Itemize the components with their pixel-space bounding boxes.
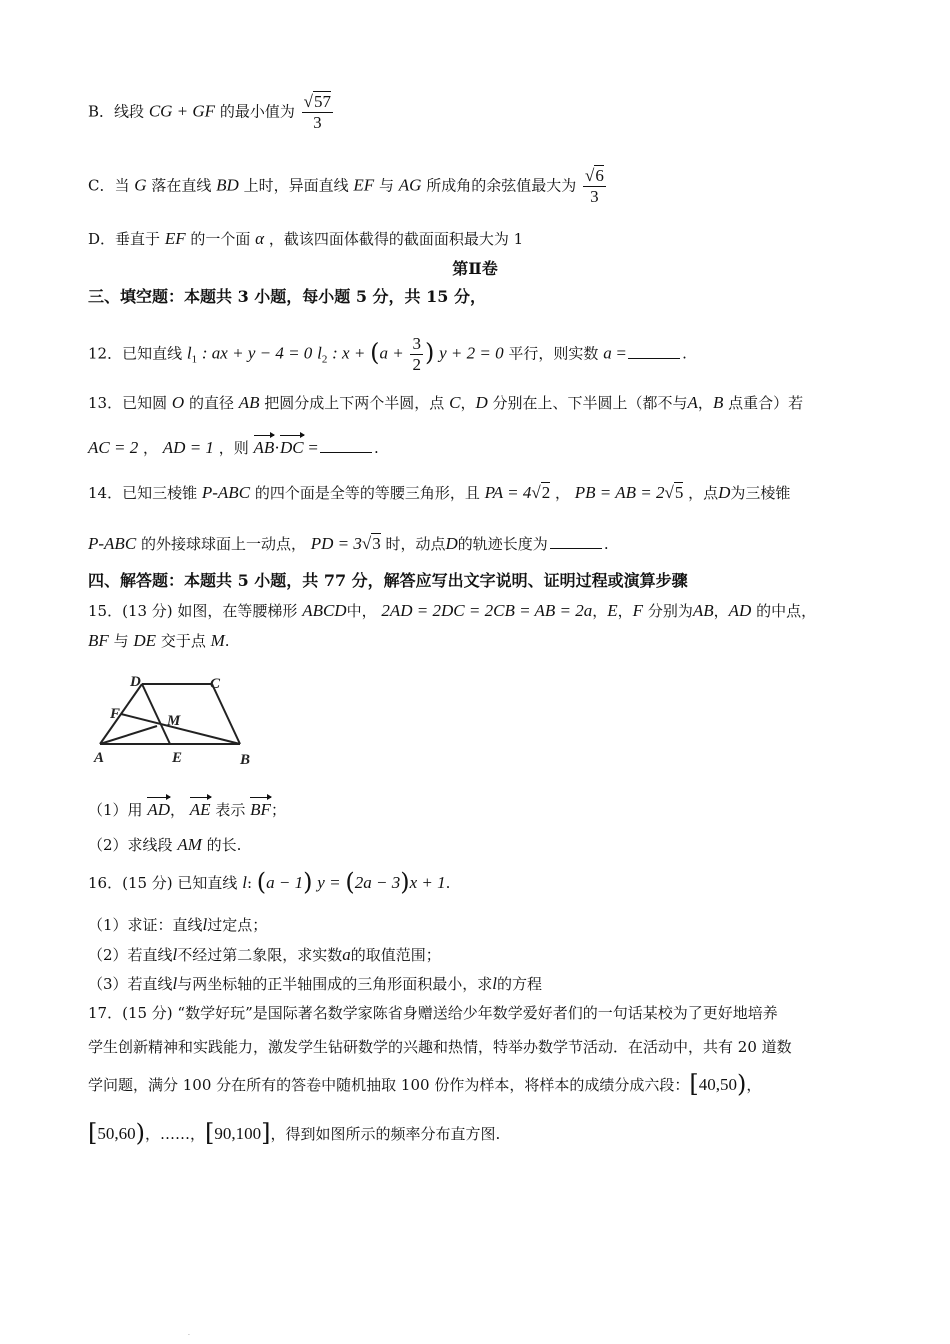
option-c-den: 3 <box>590 187 599 206</box>
q13-answer-blank[interactable] <box>320 438 372 453</box>
question-13-line1: 13．已知圆 O 的直径 AB 把圆分成上下两个半圆，点 C，D 分别在上、下半圆上（都不与A，B 点重合）若 <box>88 393 804 412</box>
edge-cb <box>212 684 240 744</box>
q12-l2: l <box>317 343 322 363</box>
q15-f: F <box>632 601 644 620</box>
q13-stem: 13．已知圆 <box>88 394 168 412</box>
option-d-alpha: α <box>255 229 265 248</box>
q16-p3-mid: 与两坐标轴的正半轴围成的三角形面积最小，求 <box>177 975 493 993</box>
q15-vector-bf: BF <box>250 795 271 821</box>
q12-a: a <box>603 343 612 363</box>
section-4-heading: 四、解答题：本题共 5 小题，共 77 分，解答应写出文字说明、证明过程或演算步骤 <box>88 571 688 590</box>
q15-e: E <box>607 601 618 620</box>
q15-m: M <box>210 631 225 650</box>
option-c-g: G <box>134 175 147 195</box>
question-16-part1 <box>88 914 267 936</box>
label-a: A <box>94 750 105 766</box>
q17-interval-1: 40,50 <box>698 1075 737 1094</box>
q14-stem: 14．已知三棱锥 <box>88 484 198 502</box>
q13-c: C <box>449 393 461 412</box>
label-m: M <box>167 713 181 729</box>
q12-l2-sub: 2 <box>321 353 328 366</box>
q12-answer-blank[interactable] <box>628 344 680 359</box>
q16-p3-l2: l <box>492 974 498 993</box>
volume-title: 第Ⅱ卷 <box>452 259 498 278</box>
option-b-radicand: 57 <box>313 92 331 111</box>
label-d: D <box>130 674 141 690</box>
q14-radicand-2: 5 <box>674 483 684 502</box>
option-b-label: B．线段 <box>88 102 145 121</box>
q14-d-2: D <box>445 534 458 553</box>
question-16-stem: 16．(15 分) 已知直线 l: (a − 1) y = (2a − 3)x + 1. <box>88 868 451 896</box>
q14-radicand-1: 2 <box>541 483 551 502</box>
q15-t3: 分别为 <box>647 602 693 620</box>
option-b-fraction: $\frac{√57}{3}$ <box>303 92 331 132</box>
q15-ad: AD <box>728 601 752 620</box>
q15-stem: 15．(13 分) 如图，在等腰梯形 <box>88 602 298 620</box>
q15-p2-end: 的长. <box>206 836 242 854</box>
q16-end: . <box>445 874 451 892</box>
q14-t1-2: 的外接球球面上一动点， <box>140 535 306 553</box>
question-17-line3: 学问题，满分 100 分在所有的答卷中随机抽取 100 份作为样本，将样本的成绩分成六段：[40,50)， <box>88 1070 762 1098</box>
q15-am: AM <box>177 835 202 854</box>
question-17-line2: 学生创新精神和实践能力，激发学生钻研数学的兴趣和热情，特举办数学节活动．在活动中，共有 20 道数 <box>88 1038 792 1056</box>
label-e: E <box>172 750 183 766</box>
q16-lhs: a − 1 <box>266 873 304 892</box>
option-c <box>88 166 608 207</box>
q14-t2: ，点 <box>688 484 719 502</box>
q15-comma: ， <box>617 602 633 620</box>
q12-eq2a: : x + <box>332 343 366 363</box>
q15-t1: 中， <box>346 602 377 620</box>
q16-p1-post: 过定点； <box>207 916 268 934</box>
q13-d: D <box>475 393 488 412</box>
q12-stem: 12．已知直线 <box>88 344 183 363</box>
q14-pa: PA = 4 <box>484 483 532 502</box>
q15-bf: BF <box>88 631 109 650</box>
q14-d: D <box>718 483 731 502</box>
q16-colon: : <box>246 874 252 892</box>
segment-bf <box>121 714 240 744</box>
option-c-bd: BD <box>216 175 239 195</box>
q12-frac-den: 2 <box>412 355 421 374</box>
option-d-t2: ，截该四面体截得的截面面积最大为 1 <box>268 230 524 248</box>
option-b-expr: CG + GF <box>148 101 216 121</box>
q15-p1-end: ； <box>270 801 286 819</box>
q13-comma: ， <box>460 394 476 412</box>
question-15-part2 <box>88 834 241 856</box>
option-c-radicand: 6 <box>595 166 604 185</box>
q17-line3-text: 学问题，满分 100 分在所有的答卷中随机抽取 100 份作为样本，将样本的成绩分成六段： <box>88 1076 690 1094</box>
q16-rhs2: x + 1 <box>409 873 446 892</box>
q12-l1: l <box>186 343 192 363</box>
option-b-den: 3 <box>313 113 322 132</box>
q16-p2-post: 的取值范围； <box>350 946 441 964</box>
q13-dot: · <box>274 438 280 457</box>
q16-p1-l: l <box>202 915 208 934</box>
label-f: F <box>110 706 121 722</box>
q16-p3-post: 的方程 <box>497 975 543 993</box>
q13-t4: 点重合）若 <box>728 394 804 412</box>
label-c: C <box>210 676 221 692</box>
option-c-ag: AG <box>398 175 422 195</box>
option-c-t3: 与 <box>378 176 394 195</box>
q14-radicand-3: 3 <box>372 534 381 553</box>
q15-abcd: ABCD <box>302 601 347 620</box>
q15-t1b: 与 <box>113 632 129 650</box>
q17-line3-end: ， <box>746 1076 762 1094</box>
question-16-part3 <box>88 973 542 995</box>
q13-t2: 把圆分成上下两个半圆，点 <box>264 394 445 412</box>
option-b <box>88 92 335 133</box>
q16-l: l <box>242 873 247 892</box>
q14-t2-2: 时，动点 <box>385 535 446 553</box>
q15-ab: AB <box>692 601 714 620</box>
option-c-fraction: $\frac{√6}{3}$ <box>584 166 604 206</box>
q13-b: B <box>712 393 724 412</box>
q12-text: 平行，则实数 <box>508 344 599 363</box>
q14-pabc: P-ABC <box>201 483 251 502</box>
q16-p2-l: l <box>172 945 178 964</box>
q14-pabc-2: P-ABC <box>88 534 137 553</box>
q13-ac: AC = 2 <box>88 438 139 457</box>
option-d-label: D．垂直于 <box>88 230 161 248</box>
question-15-part1 <box>88 795 286 821</box>
q12-l1-sub: 1 <box>191 353 198 366</box>
q13-then: ，则 <box>218 439 249 457</box>
q15-de: DE <box>133 631 157 650</box>
section-3-heading: 三、填空题：本题共 3 小题，每小题 5 分，共 15 分， <box>88 287 486 306</box>
q15-p1-pre: （1）用 <box>88 801 143 819</box>
q15-vector-ad: AD <box>147 795 170 821</box>
q12-fraction <box>410 334 423 375</box>
q13-t1: 的直径 <box>188 394 234 412</box>
q13-ad: AD = 1 <box>162 438 214 457</box>
q13-a: A <box>687 393 698 412</box>
q13-vector-ab: AB <box>254 433 275 459</box>
question-15-line2 <box>88 630 230 652</box>
q13-vector-dc: DC <box>280 433 304 459</box>
q15-end: . <box>224 632 230 650</box>
question-14-line1: 14．已知三棱锥 P-ABC 的四个面是全等的等腰三角形，且 PA = 4√2 ， PB = AB = 2√5 ，点D为三棱锥 <box>88 483 791 502</box>
option-d-ef: EF <box>164 229 186 248</box>
question-16-part2 <box>88 944 441 966</box>
q12-inner: a + <box>379 343 404 363</box>
q12-eq2b: y + 2 = 0 <box>439 343 504 363</box>
q13-t3: 分别在上、下半圆上（都不与 <box>492 394 688 412</box>
option-c-label: C．当 <box>88 176 130 195</box>
q13-equals: = <box>308 438 318 457</box>
q14-t1: 的四个面是全等的等腰三角形，且 <box>254 484 480 502</box>
footer-mark: . <box>188 1330 190 1337</box>
q16-stem: 16．(15 分) 已知直线 <box>88 874 238 892</box>
q17-interval-2: 50,60 <box>97 1124 136 1143</box>
q12-frac-num: 3 <box>412 334 421 353</box>
segment-am <box>100 726 157 744</box>
question-14-line2: P-ABC 的外接球球面上一动点， PD = 3√3 时，动点D的轨迹长度为 . <box>88 534 609 553</box>
q15-p1-mid: 表示 <box>215 801 246 819</box>
q17-ellipsis: ，……， <box>145 1125 206 1143</box>
q14-pd: PD = 3 <box>310 534 362 553</box>
q13-o: O <box>171 393 185 412</box>
question-12: 12．已知直线 $l_1$ : ax + y − 4 = 0 $l_2$ : x + (a + $\frac{3}{2}$ ) y + 2 = 0 平行，则实数 a = . <box>88 334 687 374</box>
option-c-t4: 所成角的余弦值最大为 <box>426 176 577 195</box>
q16-rhs1: 2a − 3 <box>354 873 401 892</box>
option-d <box>88 228 523 250</box>
q14-t3: 为三棱锥 <box>730 484 791 502</box>
q16-p1-pre: （1）求证：直线 <box>88 916 203 934</box>
q13-ab: AB <box>238 393 260 412</box>
q16-p3-pre: （3）若直线 <box>88 975 173 993</box>
q12-eq1: : ax + y − 4 = 0 <box>201 343 313 363</box>
q14-pb: PB = AB = 2 <box>574 483 665 502</box>
option-d-t1: 的一个面 <box>190 230 251 248</box>
question-17-line1: 17．(15 分) “数学好玩”是国际著名数学家陈省身赠送给少年数学爱好者们的一句话某校为了更好地培养 <box>88 1004 778 1022</box>
option-c-ef: EF <box>353 175 375 195</box>
option-b-text: 的最小值为 <box>219 102 295 121</box>
question-13-line2: AC = 2 ， AD = 1 ，则 AB·DC = . <box>88 433 379 459</box>
q14-t3-2: 的轨迹长度为 <box>457 535 548 553</box>
q16-y: y = <box>317 873 341 892</box>
q16-p3-l: l <box>172 974 178 993</box>
q14-answer-blank[interactable] <box>550 534 602 549</box>
question-17-line4: [50,60)，……，[90,100]，得到如图所示的频率分布直方图. <box>88 1119 501 1147</box>
q14-sep: ， <box>554 484 570 502</box>
trapezoid-figure <box>90 672 260 768</box>
q15-equation: 2AD = 2DC = 2CB = AB = 2a <box>381 601 593 620</box>
q13-sep: ， <box>142 439 158 457</box>
option-c-t2: 上时，异面直线 <box>243 176 349 195</box>
q17-line4-text: ，得到如图所示的频率分布直方图. <box>270 1125 501 1143</box>
q15-p2-pre: （2）求线段 <box>88 836 173 854</box>
option-c-t1: 落在直线 <box>151 176 212 195</box>
q15-p1-sep: ， <box>170 801 186 819</box>
question-15-line1: 15．(13 分) 如图，在等腰梯形 ABCD中， 2AD = 2DC = 2CB = AB = 2a，E，F 分别为AB，AD 的中点， <box>88 601 817 620</box>
segment-de <box>142 684 170 744</box>
q15-vector-ae: AE <box>190 795 211 821</box>
q15-t2: ， <box>592 602 608 620</box>
q12-equals: = <box>616 343 627 363</box>
q17-interval-3: 90,100 <box>214 1124 262 1143</box>
q16-p2-mid: 不经过第二象限，求实数 <box>177 946 343 964</box>
q16-p2-pre: （2）若直线 <box>88 946 173 964</box>
label-b: B <box>240 752 251 768</box>
q15-t4: 的中点， <box>756 602 817 620</box>
q16-p2-a: a <box>342 945 351 964</box>
q15-t2b: 交于点 <box>160 632 206 650</box>
